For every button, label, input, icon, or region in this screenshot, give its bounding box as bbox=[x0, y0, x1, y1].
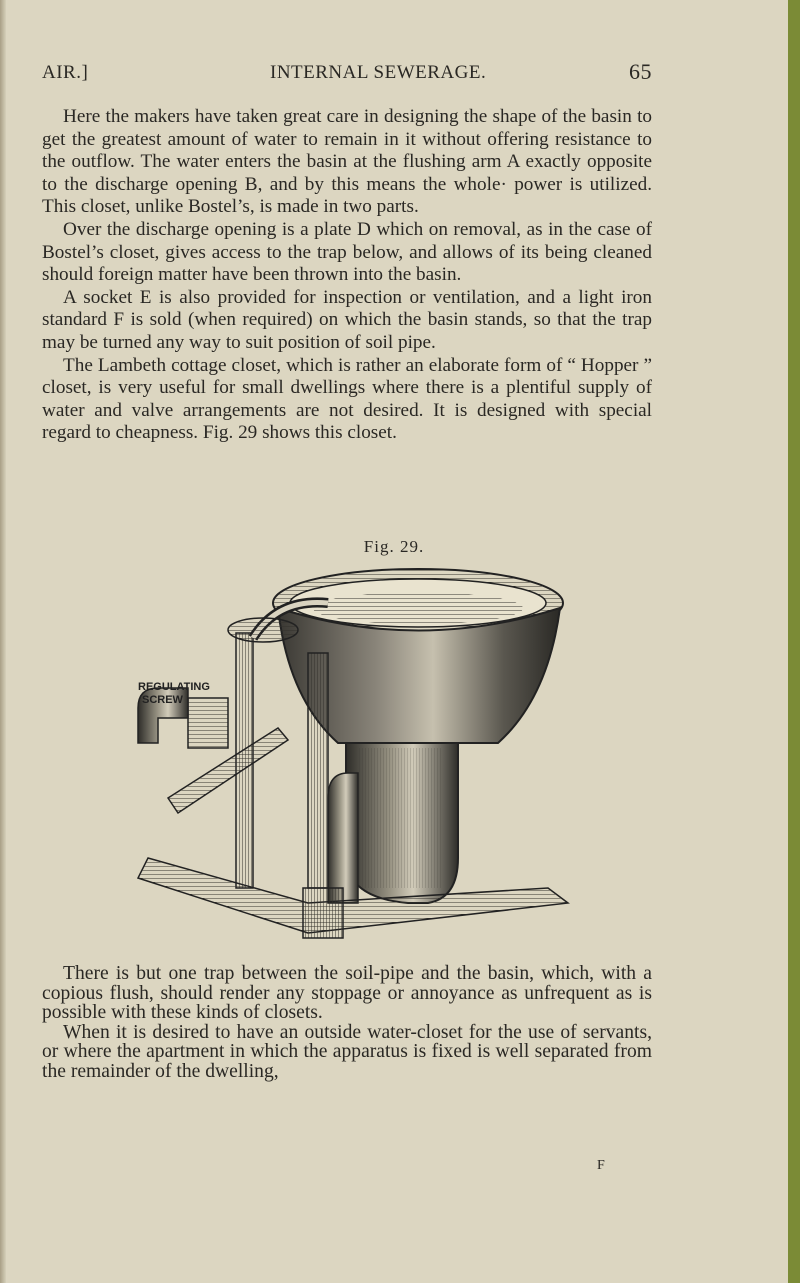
signature-mark: F bbox=[597, 1158, 605, 1173]
header-section: AIR.] bbox=[42, 62, 89, 83]
body-text bbox=[42, 106, 652, 445]
closing-text bbox=[42, 964, 652, 1081]
paragraph: A socket E is also provided for inspection or ventilation, and a light iron standard F is sold (when required) on which the basin stands, so that the trap may be turned any way to suit position of soil pipe. bbox=[42, 286, 652, 353]
paragraph: Here the makers have taken great care in designing the shape of the basin to get the greatest amount of water to remain in it without offering resistance to the outflow. The water enters the basin at the flushing arm A exactly opposite to the discharge opening B, and by this means the whole· power is utilized. This closet, unlike Bostel’s, is made in two parts. bbox=[42, 106, 652, 218]
trap bbox=[328, 743, 458, 903]
paragraph: When it is desired to have an outside water-closet for the use of servants, or where the apartment in which the apparatus is fixed is well separated from the remainder of the dwelling, bbox=[42, 1021, 652, 1082]
paragraph: Over the discharge opening is a plate D which on removal, as in the case of Bostel’s closet, gives access to the trap below, and allows of its being cleaned should foreign matter have been thrown into the basin. bbox=[42, 218, 652, 286]
closet-illustration bbox=[128, 558, 578, 948]
page-edge bbox=[788, 0, 800, 1283]
figure-caption: Fig. 29. bbox=[363, 537, 425, 556]
regulating-label: REGULATING bbox=[138, 681, 210, 693]
page-spine bbox=[0, 0, 6, 1283]
page-number: 65 bbox=[629, 59, 652, 84]
header-title: INTERNAL SEWERAGE. bbox=[270, 62, 487, 83]
paragraph: The Lambeth cottage closet, which is rather an elaborate form of “ Hopper ” closet, is very useful for small dwellings where there is a plentiful supply of water and valve arrangements are not desired. It is designed with special regard to cheapness. Fig. 29 shows this closet. bbox=[42, 354, 652, 444]
screw-label: SCREW bbox=[142, 694, 183, 706]
running-header bbox=[42, 59, 652, 90]
paragraph: There is but one trap between the soil-pipe and the basin, which, with a copious flush, should render any stoppage or annoyance as unfrequent as is possible with these kinds of closets. bbox=[42, 963, 652, 1023]
